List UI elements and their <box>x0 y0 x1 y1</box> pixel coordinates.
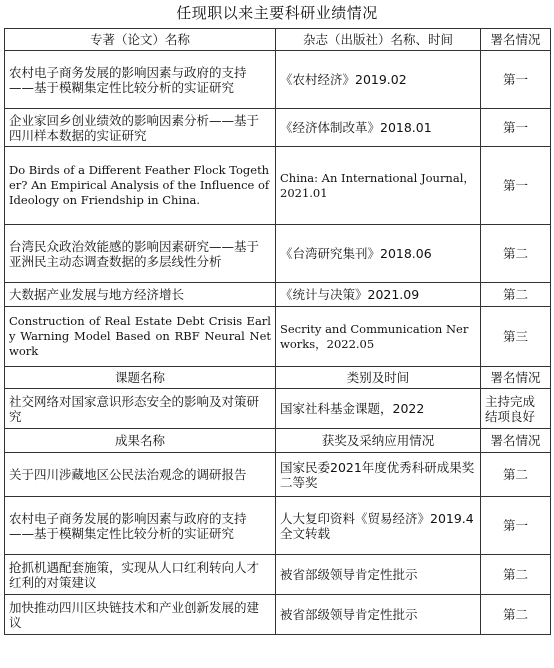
achievement-sign: 第二 <box>481 595 551 635</box>
paper-name: Construction of Real Estate Debt Crisis Early Warning Model Based on RBF Neural Network <box>5 307 276 367</box>
achievements-header-sign: 署名情况 <box>481 429 551 453</box>
project-row <box>5 389 551 429</box>
paper-journal: 《统计与决策》2021.09 <box>276 283 481 307</box>
achievement-row <box>5 497 551 555</box>
achievement-name: 农村电子商务发展的影响因素与政府的支持——基于模糊集定性比较分析的实证研究 <box>5 497 276 555</box>
paper-journal: Secrity and Communication Nerworks，2022.05 <box>276 307 481 367</box>
paper-journal: China: An International Journal，2021.01 <box>276 147 481 225</box>
paper-name: 企业家回乡创业绩效的影响因素分析——基于四川样本数据的实证研究 <box>5 109 276 147</box>
achievement-row <box>5 555 551 595</box>
achievement-sign: 第一 <box>481 497 551 555</box>
project-category: 国家社科基金课题，2022 <box>276 389 481 429</box>
achievement-award: 国家民委2021年度优秀科研成果奖二等奖 <box>276 453 481 497</box>
achievements-header-award: 获奖及采纳应用情况 <box>276 429 481 453</box>
paper-sign: 第一 <box>481 147 551 225</box>
paper-name: 农村电子商务发展的影响因素与政府的支持——基于模糊集定性比较分析的实证研究 <box>5 51 276 109</box>
paper-row <box>5 147 551 225</box>
achievement-name: 关于四川涉藏地区公民法治观念的调研报告 <box>5 453 276 497</box>
paper-sign: 第一 <box>481 109 551 147</box>
paper-row <box>5 283 551 307</box>
papers-header-row <box>5 29 551 51</box>
paper-sign: 第一 <box>481 51 551 109</box>
paper-sign: 第二 <box>481 283 551 307</box>
paper-row <box>5 225 551 283</box>
paper-sign: 第二 <box>481 225 551 283</box>
paper-name: 台湾民众政治效能感的影响因素研究——基于亚洲民主动态调查数据的多层线性分析 <box>5 225 276 283</box>
achievement-name: 加快推动四川区块链技术和产业创新发展的建议 <box>5 595 276 635</box>
achievement-sign: 第二 <box>481 555 551 595</box>
achievement-sign: 第二 <box>481 453 551 497</box>
projects-header-name: 课题名称 <box>5 367 276 389</box>
achievement-name: 抢抓机遇配套施策，实现从人口红利转向人才红利的对策建议 <box>5 555 276 595</box>
research-table <box>4 28 551 635</box>
projects-header-sign: 署名情况 <box>481 367 551 389</box>
papers-header-sign: 署名情况 <box>481 29 551 51</box>
paper-name: Do Birds of a Different Feather Flock Together? An Empirical Analysis of the Influence of Ideology on Friendship in China. <box>5 147 276 225</box>
paper-journal: 《农村经济》2019.02 <box>276 51 481 109</box>
paper-row <box>5 51 551 109</box>
achievement-row <box>5 453 551 497</box>
paper-sign: 第三 <box>481 307 551 367</box>
paper-row <box>5 307 551 367</box>
papers-header-name: 专著（论文）名称 <box>5 29 276 51</box>
achievement-award: 被省部级领导肯定性批示 <box>276 555 481 595</box>
projects-header-row <box>5 367 551 389</box>
project-sign: 主持完成结项良好 <box>481 389 551 429</box>
paper-journal: 《台湾研究集刊》2018.06 <box>276 225 481 283</box>
achievements-header-row <box>5 429 551 453</box>
document-title: 任现职以来主要科研业绩情况 <box>176 4 378 22</box>
paper-row <box>5 109 551 147</box>
achievement-award: 人大复印资料《贸易经济》2019.4全文转载 <box>276 497 481 555</box>
paper-name: 大数据产业发展与地方经济增长 <box>5 283 276 307</box>
paper-journal: 《经济体制改革》2018.01 <box>276 109 481 147</box>
achievements-header-name: 成果名称 <box>5 429 276 453</box>
achievement-award: 被省部级领导肯定性批示 <box>276 595 481 635</box>
project-name: 社交网络对国家意识形态安全的影响及对策研究 <box>5 389 276 429</box>
papers-header-journal: 杂志（出版社）名称、时间 <box>276 29 481 51</box>
projects-header-category: 类别及时间 <box>276 367 481 389</box>
achievement-row <box>5 595 551 635</box>
